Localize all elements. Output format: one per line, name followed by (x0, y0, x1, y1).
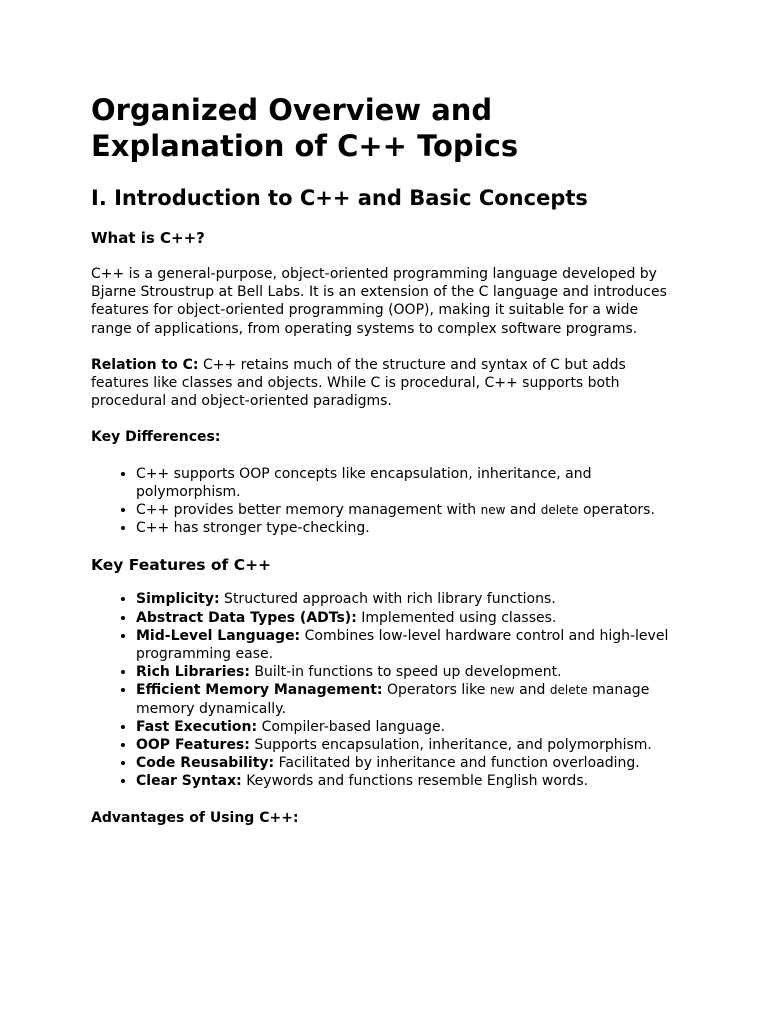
feature-label: Code Reusability: (136, 755, 275, 772)
list-item (136, 681, 677, 717)
feature-text: Compiler-based language. (257, 718, 446, 735)
feature-text: Facilitated by inheritance and function overloading. (274, 755, 640, 772)
feature-text: Supports encapsulation, inheritance, and polymorphism. (249, 737, 652, 754)
subheading-key-features: Key Features of C++ (91, 556, 272, 575)
key-differences-label: Key Differences: (91, 429, 221, 446)
feature-text: Built-in functions to speed up development. (249, 664, 562, 681)
feature-text: Keywords and functions resemble English words. (241, 773, 589, 790)
list-item (136, 501, 677, 519)
feature-label: Rich Libraries: (136, 664, 250, 681)
intro-paragraph: C++ is a general-purpose, object-oriented programming language developed by Bjarne Stroustrup at Bell Labs. It is an extension of the C language and introduces features for object-oriented programming (OOP), making it suitable for a wide range of applications, from operating systems to complex software programs. (91, 266, 667, 337)
feature-label: Fast Execution: (136, 718, 258, 735)
feature-label: Clear Syntax: (136, 773, 242, 790)
list-item: • C++ has stronger type-checking. (136, 519, 677, 537)
feature-label: Abstract Data Types (ADTs): (136, 609, 357, 626)
feature-text: Implemented using classes. (356, 609, 557, 626)
list-item: • C++ supports OOP concepts like encapsulation, inheritance, and polymorphism. (136, 465, 677, 501)
relation-text: C++ retains much of the structure and syntax of C but adds features like classes and objects. While C is procedural, C++ supports both procedural and object-oriented paradigms. (91, 356, 626, 410)
list-item-text: C++ provides better memory management with (136, 502, 481, 519)
list-item (136, 590, 677, 608)
key-differences-heading (91, 428, 677, 446)
feature-label: Mid-Level Language: (136, 627, 301, 644)
relation-label: Relation to C: (91, 356, 199, 373)
document-title: Organized Overview and Explanation of C++ Topics (91, 93, 519, 163)
relation-paragraph (91, 356, 677, 411)
list-item-text: operators. (578, 502, 655, 519)
section-heading-introduction: I. Introduction to C++ and Basic Concepts (91, 186, 588, 210)
list-item (136, 609, 677, 627)
feature-text: Structured approach with rich library functions. (219, 591, 556, 608)
feature-text: manage memory dynamically. (136, 682, 650, 717)
code-new: new (489, 683, 515, 698)
advantages-label: Advantages of Using C++: (91, 809, 299, 826)
key-differences-list (91, 465, 677, 538)
list-item (136, 736, 677, 754)
code-new: new (480, 503, 506, 518)
list-item (136, 772, 677, 790)
feature-label: Efficient Memory Management: (136, 682, 383, 699)
advantages-heading (91, 809, 677, 827)
feature-text: Operators like (382, 682, 490, 699)
code-delete: delete (540, 503, 579, 518)
feature-label: Simplicity: (136, 591, 220, 608)
feature-text: and (514, 682, 550, 699)
list-item (136, 718, 677, 736)
list-item (136, 754, 677, 772)
subheading-what-is-cpp: What is C++? (91, 229, 205, 247)
feature-label: OOP Features: (136, 737, 250, 754)
key-features-list (91, 590, 677, 790)
code-delete: delete (549, 683, 588, 698)
list-item-text: and (505, 502, 541, 519)
feature-text: Combines low-level hardware control and high-level programming ease. (136, 627, 669, 663)
list-item (136, 663, 677, 681)
list-item (136, 627, 677, 663)
